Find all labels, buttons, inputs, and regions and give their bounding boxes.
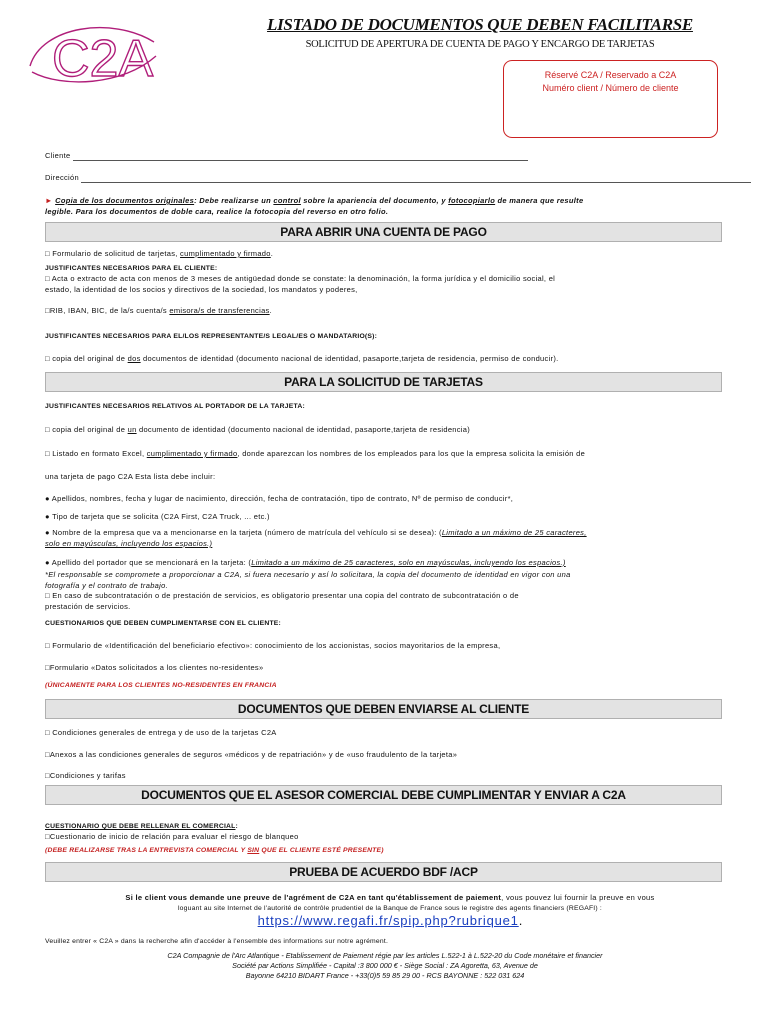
client-field-row — [45, 150, 545, 161]
cards-subcontract-item[interactable]: □ En caso de subcontratación o de prestación de servicios, es obligatorio presentar una copia del contrato de subcontratación o de prestación de servicios. — [45, 591, 519, 611]
advisor-risk-questionnaire[interactable]: □Cuestionario de inicio de relación para evaluar el riesgo de blanqueo — [45, 832, 299, 841]
address-field-row — [45, 172, 765, 183]
copy-note — [45, 195, 735, 217]
send-item-3[interactable]: □Condiciones y tarifas — [45, 771, 126, 780]
cards-responsible-note: *El responsable se compromete a proporcionar a C2A, si fuera necesario y así lo solicitara, la copia del documento de identidad en vigor con una fotografía y el contrato de trabajo. — [45, 570, 571, 590]
send-item-2[interactable]: □Anexos a las condiciones generales de seguros «médicos y de repatriación» y de «uso fraudulento de la tarjeta» — [45, 750, 458, 759]
account-id-copy-item[interactable]: □ copia del original de dos documentos de identidad (documento nacional de identidad, pasaporte,tarjeta de residencia, permiso de conducir). — [45, 354, 559, 363]
section-send-header: DOCUMENTOS QUE DEBEN ENVIARSE AL CLIENTE — [45, 699, 722, 719]
copy-note-text3: de manera que resulte — [497, 196, 584, 205]
section-account-header: PARA ABRIR UNA CUENTA DE PAGO — [45, 222, 722, 242]
cards-nonresident-form[interactable]: □Formulario «Datos solicitados a los clientes no-residentes» — [45, 663, 264, 672]
account-form-item[interactable]: □ Formulario de solicitud de tarjetas, cumplimentado y firmado. — [45, 249, 274, 258]
cards-nonresident-note: (ÚNICAMENTE PARA LOS CLIENTES NO-RESIDENTES EN FRANCIA — [45, 682, 277, 689]
reserved-box — [503, 60, 718, 138]
copy-note-text1: : Debe realizarse un — [194, 196, 271, 205]
account-acta-item[interactable]: □ Acta o extracto de acta con menos de 3 meses de antigüedad donde se constate: la denominación, la forma jurídica y el domicilio social, el estado, la identidad de los socios y directivos de la sociedad, los mandatos y poderes, — [45, 274, 556, 294]
bdf-text-2: loguant au site Internet de l'autorité de contrôle prudentiel de la Banque de France sous le registre des agents financiers (REGAFI) : — [177, 905, 603, 912]
regafi-link[interactable]: https://www.regafi.fr/spip.php?rubrique1 — [257, 913, 519, 928]
footer-company-info: C2A Compagnie de l'Arc Atlantique - Etablissement de Paiement régie par les articles L.522-1 à L.522-20 du Code monétaire et financier Société par Actions Simplifiée - Capital :3 800 000 € - Siège Social : ZA Agoretta, 63, Avenue de Bayonne 64210 BIDART France - +33(0)5 59 85 29 00 - RCS BAYONNE : 522 031 624 — [167, 951, 603, 980]
cards-holder-head: JUSTIFICANTES NECESARIOS RELATIVOS AL PORTADOR DE LA TARJETA: — [45, 403, 305, 410]
reserved-label: Réservé C2A / Reservado a C2A — [544, 70, 677, 80]
advisor-note: (DEBE REALIZARSE TRAS LA ENTREVISTA COMERCIAL Y SIN QUE EL CLIENTE ESTÉ PRESENTE) — [45, 847, 384, 854]
client-label: Cliente — [45, 151, 71, 160]
account-legal-head: JUSTIFICANTES NECESARIOS PARA EL/LOS REPRESENTANTE/S LEGAL/ES O MANDATARIO(S): — [45, 333, 378, 340]
section-cards-header: PARA LA SOLICITUD DE TARJETAS — [45, 372, 722, 392]
copy-note-text2: sobre la apariencia del documento, y — [303, 196, 446, 205]
client-field[interactable] — [73, 153, 528, 161]
cards-beneficiary-form[interactable]: □ Formulario de «Identificación del beneficiario efectivo»: conocimiento de los accionistas, socios mayoritarios de la empresa, — [45, 641, 501, 650]
copy-note-photocopy: fotocopiarlo — [448, 196, 496, 205]
copy-note-line2: legible. Para los documentos de doble cara, realice la fotocopia del reverso en otro folio. — [45, 207, 389, 216]
cards-bullet-4: ● Apellido del portador que se mencionará en la tarjeta: (Limitado a un máximo de 25 caracteres, solo en mayúsculas, incluyendo los espacios.) — [45, 558, 566, 567]
c2a-logo — [22, 16, 162, 90]
client-number-label: Numéro client / Número de cliente — [542, 83, 679, 93]
page-title: LISTADO DE DOCUMENTOS QUE DEBEN FACILITARSE — [267, 15, 693, 34]
address-field[interactable] — [81, 175, 751, 183]
cards-excel-item[interactable]: □ Listado en formato Excel, cumplimentado y firmado, donde aparezcan los nombres de los empleados para los que la empresa solicita la emisión de — [45, 449, 586, 458]
cards-bullet-2: ● Tipo de tarjeta que se solicita (C2A First, C2A Truck, ... etc.) — [45, 512, 270, 521]
logo-text: C2A — [52, 30, 154, 88]
copy-note-control: control — [273, 196, 301, 205]
advisor-questionnaire-head: CUESTIONARIO QUE DEBE RELLENAR EL COMERCIAL: — [45, 823, 238, 830]
cards-id-copy-item[interactable]: □ copia del original de un documento de identidad (documento nacional de identidad, pasaporte,tarjeta de residencia) — [45, 425, 471, 434]
arrow-icon: ► — [45, 196, 53, 205]
send-item-1[interactable]: □ Condiciones generales de entrega y de uso de la tarjetas C2A — [45, 728, 277, 737]
cards-bullet-1: ● Apellidos, nombres, fecha y lugar de nacimiento, dirección, fecha de contratación, tipo de contrato, Nº de permiso de conducir*, — [45, 494, 514, 503]
cards-questionnaire-head: CUESTIONARIOS QUE DEBEN CUMPLIMENTARSE CON EL CLIENTE: — [45, 620, 281, 627]
cards-excel-line2: una tarjeta de pago C2A Esta lista debe incluir: — [45, 472, 216, 481]
page-subtitle: SOLICITUD DE APERTURA DE CUENTA DE PAGO Y ENCARGO DE TARJETAS — [305, 39, 655, 50]
copy-note-lead: Copia de los documentos originales — [55, 196, 195, 205]
footer-search-note: Veuillez entrer « C2A » dans la recherche afin d'accéder à l'ensemble des informations sur notre agrément. — [45, 938, 389, 945]
bdf-text-1: Si le client vous demande une preuve de l'agrément de C2A en tant qu'établissement de paiement, vous pouvez lui fournir la preuve en vous — [125, 893, 655, 902]
account-justif-head: JUSTIFICANTES NECESARIOS PARA EL CLIENTE: — [45, 265, 218, 272]
address-label: Dirección — [45, 173, 79, 182]
bdf-link-row: https://www.regafi.fr/spip.php?rubrique1. — [257, 913, 523, 928]
section-advisor-header: DOCUMENTOS QUE EL ASESOR COMERCIAL DEBE CUMPLIMENTAR Y ENVIAR A C2A — [45, 785, 722, 805]
section-bdf-header: PRUEBA DE ACUERDO BDF /ACP — [45, 862, 722, 882]
cards-bullet-3: ● Nombre de la empresa que va a mencionarse en la tarjeta (número de matrícula del vehículo si se desea): (Limitado a un máximo de 25 caracteres, solo en mayúsculas, incluyendo los espacios.) — [45, 528, 587, 548]
account-rib-item[interactable]: □RIB, IBAN, BIC, de la/s cuenta/s emisora/s de transferencias. — [45, 306, 272, 315]
